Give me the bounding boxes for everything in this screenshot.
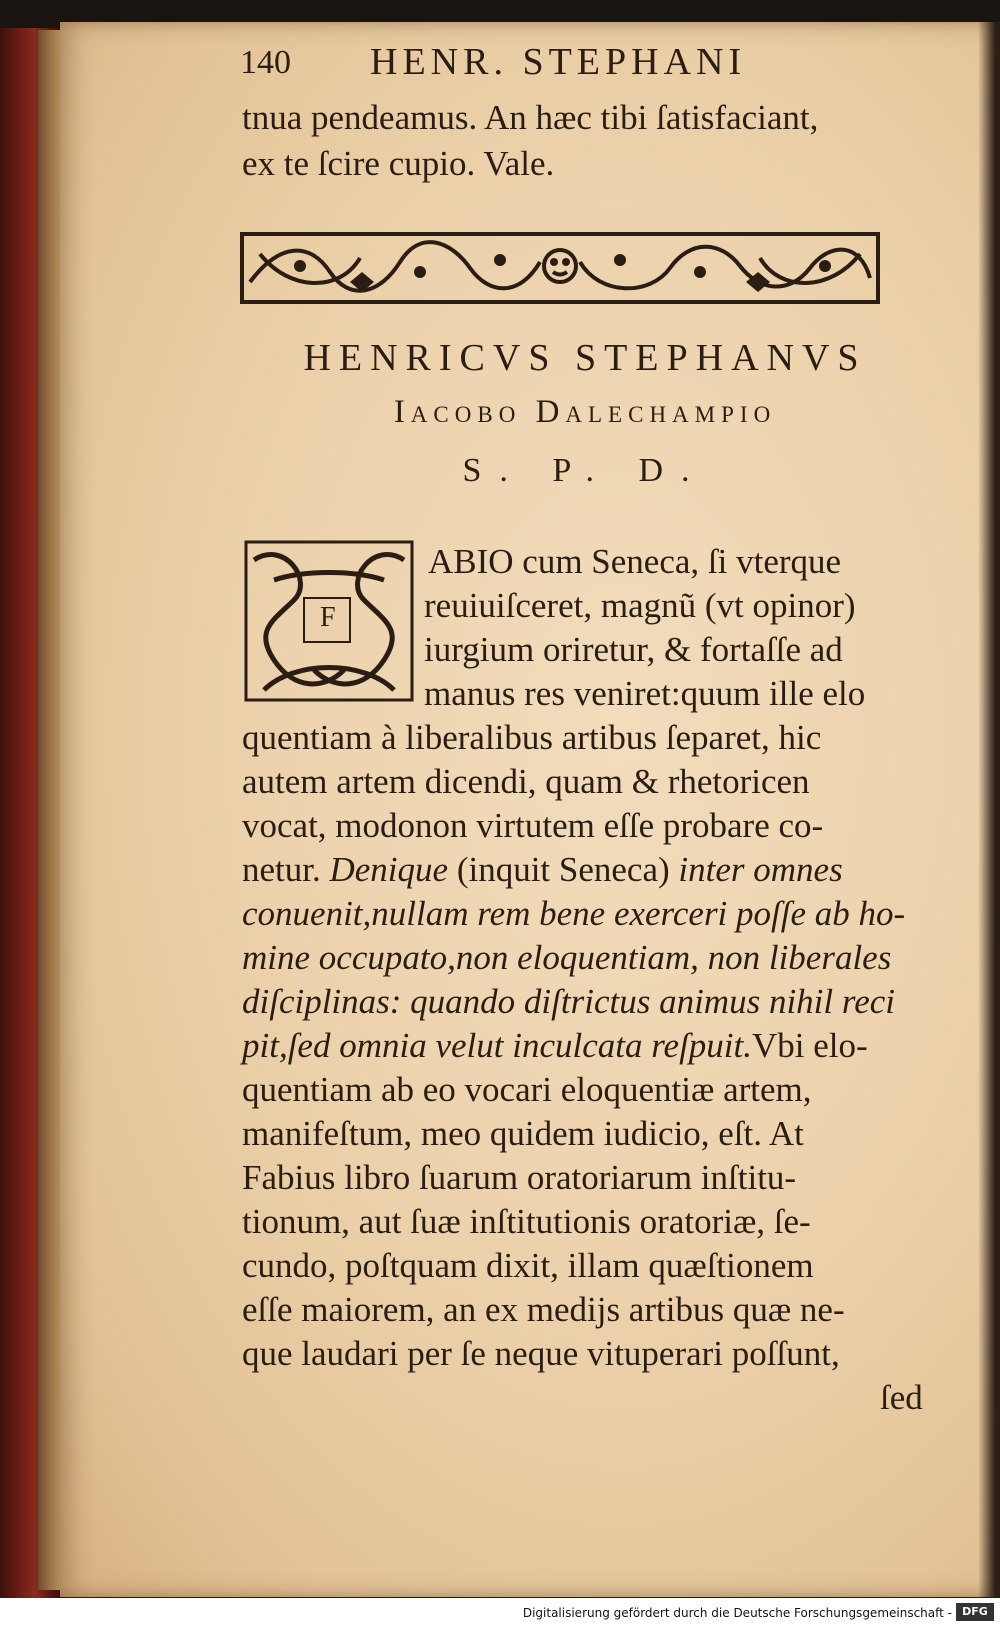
dfg-logo: DFG	[956, 1603, 994, 1621]
body-line-16: tionum, aut ſuæ inſtitutionis oratoriæ, ſe-	[242, 1202, 811, 1241]
body-line-8-part-2: Denique	[329, 850, 449, 889]
heading-recipient: Iacobo Dalechampio	[393, 394, 777, 430]
body-line-12-part-2: Vbi elo-	[752, 1026, 868, 1065]
body-line-15: Fabius libro ſuarum oratoriarum inſtitu-	[242, 1158, 797, 1197]
body-line-5: quentiam à liberalibus artibus ſeparet, hic	[242, 718, 822, 757]
heading-author: HENRICVS STEPHANVS	[303, 337, 867, 379]
body-line-11: diſciplinas: quando diſtrictus animus nihil reci	[242, 982, 895, 1021]
top-line-1: tnua pendeamus. An hæc tibi ſatisfaciant,	[242, 98, 819, 137]
initial-letter: F	[320, 602, 336, 633]
running-head	[240, 40, 940, 90]
body-line-18: eſſe maiorem, an ex medijs artibus quæ ne-	[242, 1290, 845, 1329]
page-shadow	[978, 22, 1000, 1597]
body-line-14: manifeſtum, meo quidem iudicio, eſt. At	[242, 1114, 804, 1153]
catchword: ſed	[880, 1378, 923, 1417]
body-line-1: ABIO cum Seneca, ſi vterque	[428, 542, 842, 581]
body-line-4: manus res veniret:quum ille elo	[424, 674, 866, 713]
body-line-19: que laudari per ſe neque vituperari poſſunt,	[242, 1334, 840, 1373]
body-line-9: conuenit,nullam rem bene exerceri poſſe ab ho-	[242, 894, 906, 933]
body-line-8-part-1: netur.	[242, 850, 330, 889]
body-line-13: quentiam ab eo vocari eloquentiæ artem,	[242, 1070, 812, 1109]
page-number: 140	[240, 44, 291, 81]
body-line-8-part-3: (inquit Seneca)	[448, 850, 679, 889]
heading-salutation: S. P. D.	[462, 452, 708, 489]
body-line-8	[242, 848, 843, 892]
body-line-2: reuiuiſceret, magnũ (vt opinor)	[424, 586, 856, 625]
body-line-7: vocat, modonon virtutem eſſe probare co-	[242, 806, 824, 845]
body-line-12-part-1: pit,ſed omnia velut inculcata reſpuit.	[242, 1026, 752, 1065]
body-line-17: cundo, poſtquam dixit, illam quæſtionem	[242, 1246, 814, 1285]
body-line-6: autem artem dicendi, quam & rhetoricen	[242, 762, 810, 801]
top-line-2: ex te ſcire cupio. Vale.	[242, 144, 555, 183]
body-line-8-part-4: inter omnes	[678, 850, 843, 889]
body-line-3: iurgium oriretur, & fortaſſe ad	[424, 630, 843, 669]
running-title: HENR. STEPHANI	[370, 41, 747, 83]
footer-credit: Digitalisierung gefördert durch die Deutsche Forschungsgemeinschaft -	[522, 1606, 952, 1620]
body-line-12	[242, 1024, 868, 1068]
body-line-10: mine occupato,non eloquentiam, non liberales	[242, 938, 892, 977]
ornament-band	[240, 232, 880, 304]
